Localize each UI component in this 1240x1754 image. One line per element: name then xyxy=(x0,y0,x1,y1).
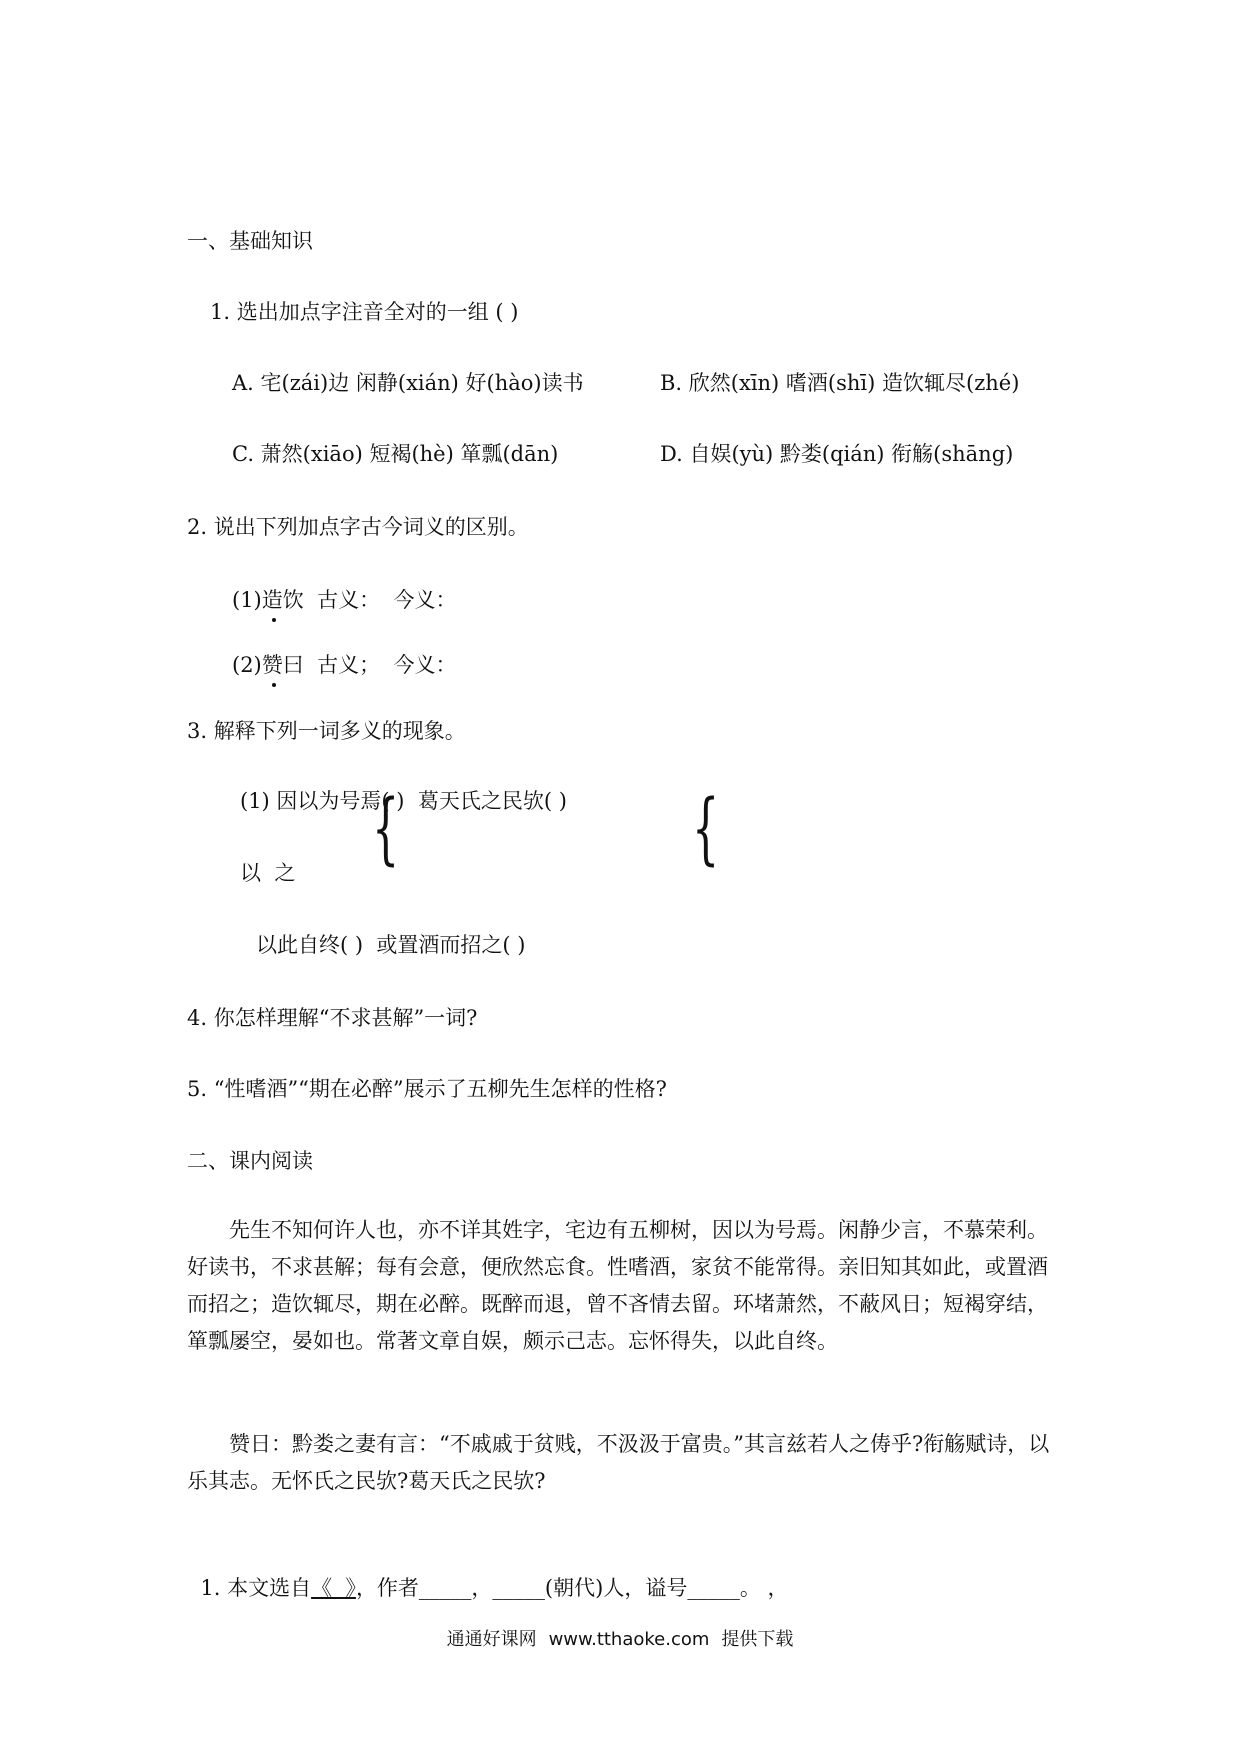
q1-option-d: D. 自娱(yù) 黔娄(qián) 衔觞(shāng) xyxy=(660,442,1014,466)
footer-url[interactable]: www.tthaoke.com xyxy=(548,1629,710,1650)
reading-paragraph-1: 先生不知何许人也，亦不详其姓字，宅边有五柳树，因以为号焉。闲静少言，不慕荣利。好读书，不求甚解；每有会意，便欣然忘食。性嗜酒，家贫不能常得。亲旧知其如此，或置酒而招之；造饮辄尽，期在必醉。既醉而退，曾不吝情去留。环堵萧然，不蔽风日；短褐穿结，箪瓢屡空，晏如也。常著文章自娱，颇示己志。忘怀得失，以此自终。 xyxy=(187,1218,1048,1353)
right-brace: { xyxy=(692,784,720,874)
q1-book-title: 《 》 xyxy=(311,1576,356,1600)
q3-left-word: 以 之 xyxy=(240,861,296,885)
q1-option-a: A. 宅(zái)边 闲静(xián) 好(hào)读书 xyxy=(232,371,584,395)
reading-paragraph-2: 赞日：黔娄之妻有言：“不戚戚于贫贱，不汲汲于富贵。”其言兹若人之俦乎?衔觞赋诗，以乐其志。无怀氏之民欤?葛天氏之民欤? xyxy=(187,1432,1050,1493)
q1-option-c: C. 萧然(xiāo) 短褐(hè) 箪瓢(dān) xyxy=(232,442,559,466)
left-brace: { xyxy=(372,784,400,874)
footer-note: 提供下载 xyxy=(721,1629,794,1650)
section1-heading: 一、基础知识 xyxy=(187,229,313,253)
q2-stem: 2. 说出下列加点字古今词义的区别。 xyxy=(187,515,529,539)
emphasis-dot xyxy=(272,683,276,687)
q5: 5. “性嗜酒”“期在必醉”展示了五柳先生怎样的性格? xyxy=(187,1077,667,1101)
q3-stem: 3. 解释下列一词多义的现象。 xyxy=(187,719,466,743)
q2-item2: (2)赞曰 古义； 今义： xyxy=(232,653,457,677)
section2-heading: 二、课内阅读 xyxy=(187,1149,313,1173)
q1-rest: ，作者_____，_____(朝代)人，谥号_____。 ， xyxy=(355,1576,789,1600)
q1-option-b: B. 欣然(xīn) 嗜酒(shī) 造饮辄尽(zhé) xyxy=(660,371,1020,395)
q3-row2: 以此自终( ) 或置酒而招之( ) xyxy=(256,933,526,957)
emphasis-dot xyxy=(272,618,276,622)
q1-prefix: 1. 本文选自 xyxy=(200,1576,312,1600)
footer-site: 通通好课网 xyxy=(446,1629,537,1650)
q3-row1: (1) 因以为号焉( ) 葛天氏之民欤( ) xyxy=(240,789,567,813)
q1-stem: 1. 选出加点字注音全对的一组 ( ) xyxy=(210,300,519,324)
footer xyxy=(0,1625,1240,1651)
q2-item1: (1)造饮 古义： 今义： xyxy=(232,588,457,612)
section2-q1 xyxy=(187,1543,789,1603)
q4: 4. 你怎样理解“不求甚解”一词? xyxy=(187,1006,478,1030)
